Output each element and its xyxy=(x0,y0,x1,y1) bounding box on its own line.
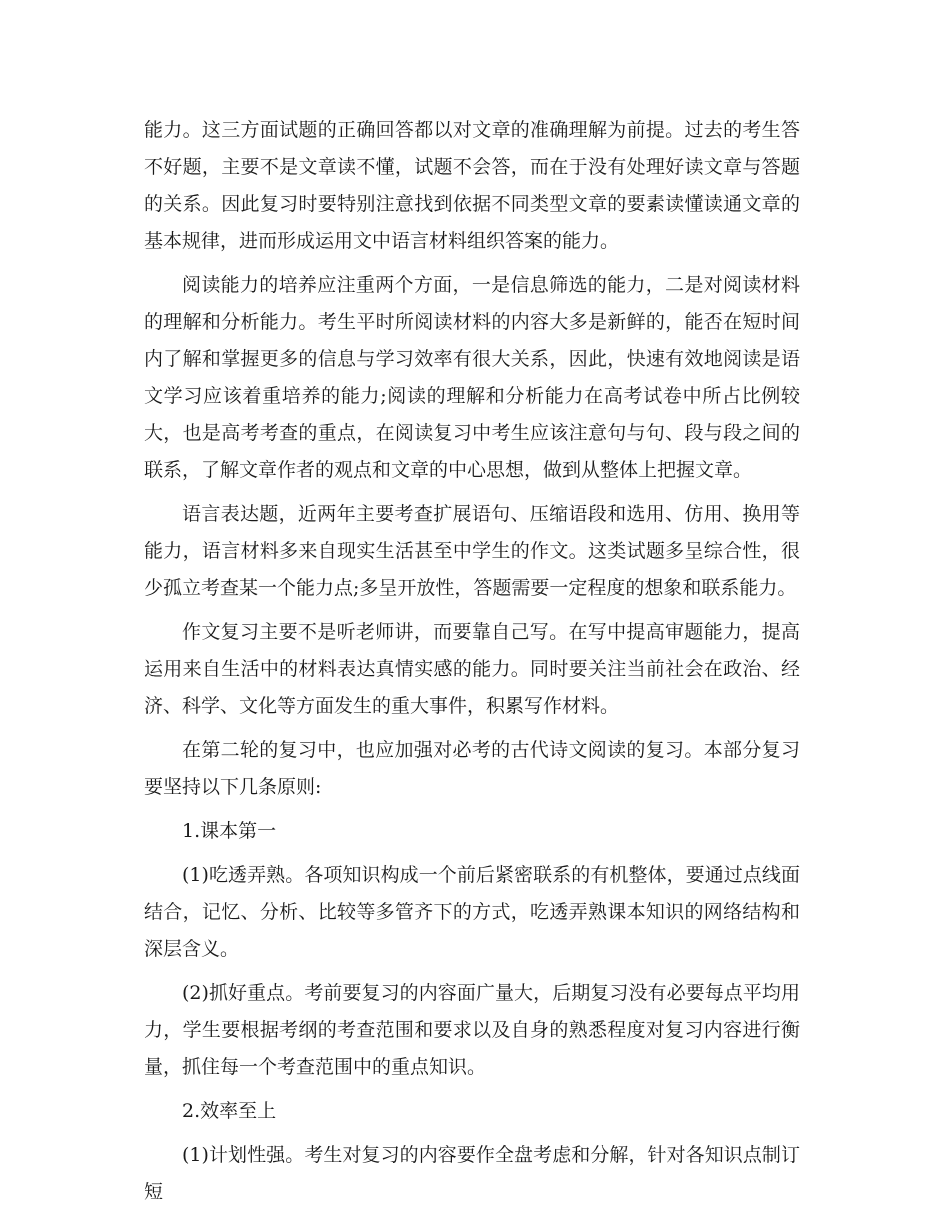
paragraph-reading-prerequisite: 能力。这三方面试题的正确回答都以对文章的准确理解为前提。过去的考生答不好题，主要不是文章读不懂，试题不会答，而在于没有处理好读文章与答题的关系。因此复习时要特别注意找到依据不同类型文章的要素读懂读通文章的基本规律，进而形成运用文中语言材料组织答案的能力。 xyxy=(144,119,800,252)
paragraph-classical-poetry-review: 在第二轮的复习中，也应加强对必考的古代诗文阅读的复习。本部分复习要坚持以下几条原则: xyxy=(144,739,800,798)
paragraph-composition-review: 作文复习主要不是听老师讲，而要靠自己写。在写中提高审题能力，提高运用来自生活中的材料表达真情实感的能力。同时要关注当前社会在政治、经济、科学、文化等方面发生的重大事件，积累写作材料。 xyxy=(144,621,800,717)
document-body xyxy=(144,112,800,1218)
heading-textbook-first: 1.课本第一 xyxy=(182,820,277,842)
paragraph-planning: (1)计划性强。考生对复习的内容要作全盘考虑和分解，针对各知识点制订短 xyxy=(144,1144,800,1203)
paragraph-language-expression: 语言表达题，近两年主要考查扩展语句、压缩语段和选用、仿用、换用等能力，语言材料多来自现实生活甚至中学生的作文。这类试题多呈综合性，很少孤立考查某一个能力点;多呈开放性，答题需要一定程度的想象和联系能力。 xyxy=(144,503,800,599)
paragraph-key-points: (2)抓好重点。考前要复习的内容面广量大，后期复习没有必要每点平均用力，学生要根据考纲的考查范围和要求以及自身的熟悉程度对复习内容进行衡量，抓住每一个考查范围中的重点知识。 xyxy=(144,982,800,1078)
heading-efficiency-first: 2.效率至上 xyxy=(182,1100,277,1122)
paragraph-thorough-mastery: (1)吃透弄熟。各项知识构成一个前后紧密联系的有机整体，要通过点线面结合，记忆、分析、比较等多管齐下的方式，吃透弄熟课本知识的网络结构和深层含义。 xyxy=(144,864,800,960)
paragraph-reading-ability: 阅读能力的培养应注重两个方面，一是信息筛选的能力，二是对阅读材料的理解和分析能力。考生平时所阅读材料的内容大多是新鲜的，能否在短时间内了解和掌握更多的信息与学习效率有很大关系，因此，快速有效地阅读是语文学习应该着重培养的能力;阅读的理解和分析能力在高考试卷中所占比例较大，也是高考考查的重点，在阅读复习中考生应该注意句与句、段与段之间的联系，了解文章作者的观点和文章的中心思想，做到从整体上把握文章。 xyxy=(144,274,800,481)
